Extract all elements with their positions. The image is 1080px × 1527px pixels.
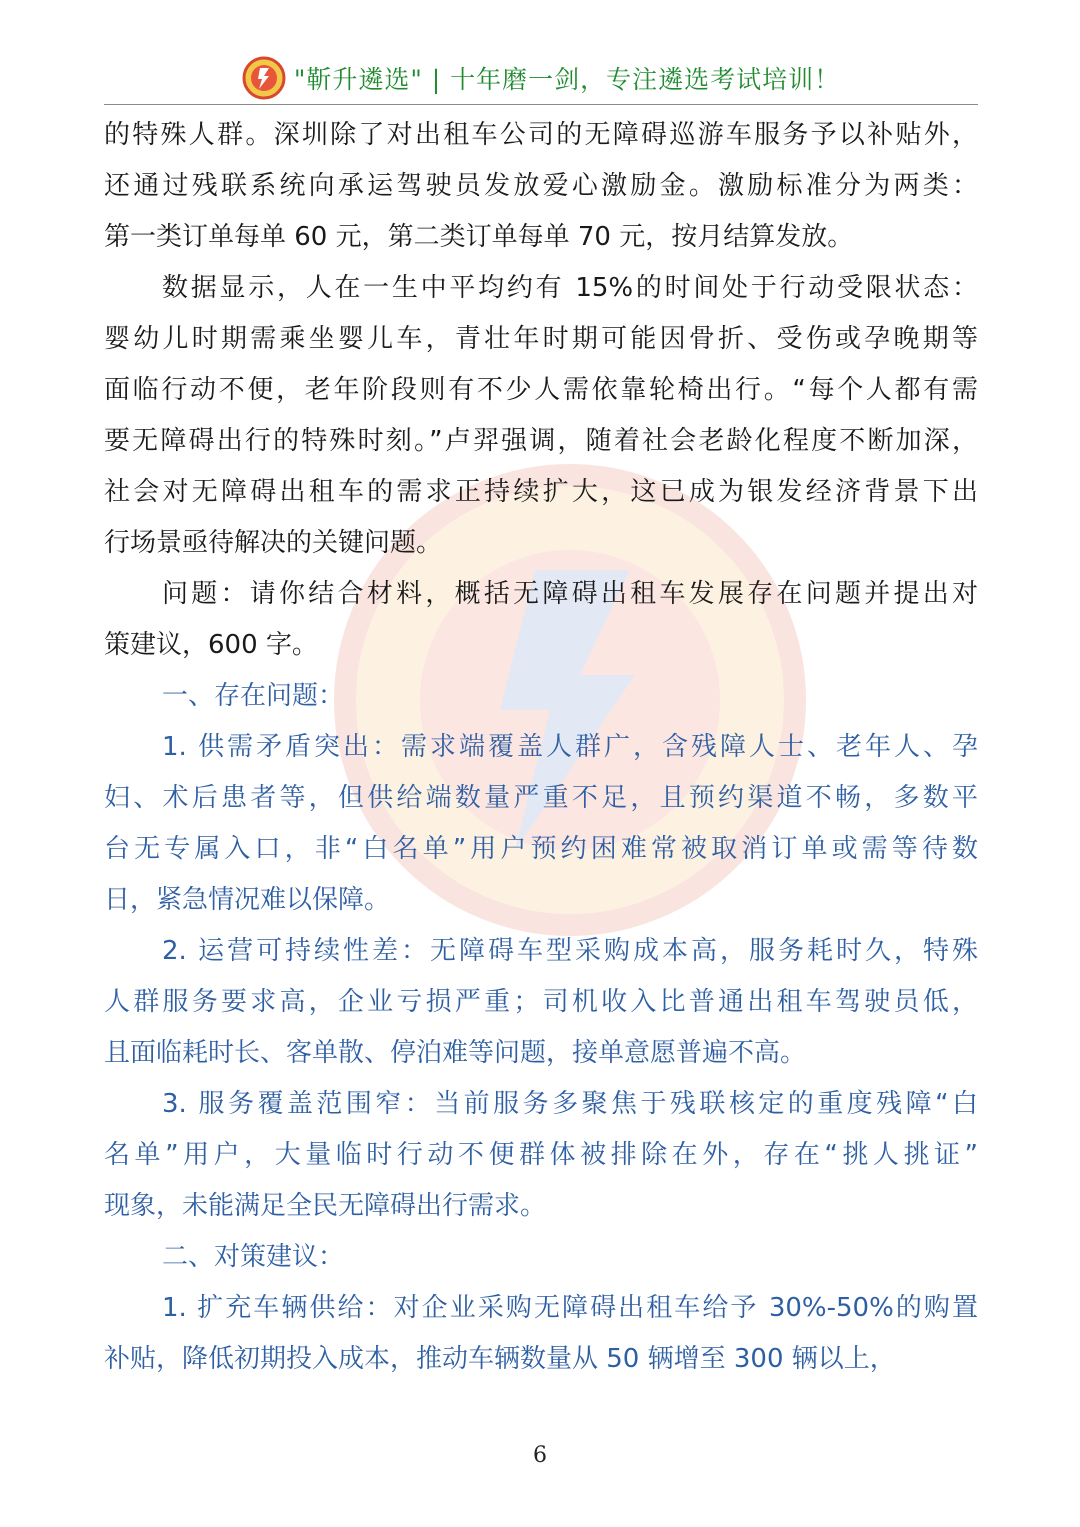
text-line: 的特殊人群。深圳除了对出租车公司的无障碍巡游车服务予以补贴外， [104, 120, 978, 150]
text-line: 第一类订单每单 60 元，第二类订单每单 70 元，按月结算发放。 [104, 222, 854, 252]
text-line: 补贴，降低初期投入成本，推动车辆数量从 50 辆增至 300 辆以上， [104, 1344, 896, 1374]
text-line: 问题：请你结合材料，概括无障碍出租车发展存在问题并提出对 [162, 579, 978, 609]
text-line: 妇、术后患者等，但供给端数量严重不足，且预约渠道不畅，多数平 [104, 783, 978, 813]
text-line: 还通过残联系统向承运驾驶员发放爱心激励金。激励标准分为两类： [104, 171, 978, 201]
text-line: 社会对无障碍出租车的需求正持续扩大，这已成为银发经济背景下出 [104, 477, 978, 507]
text-line: 数据显示，人在一生中平均约有 15%的时间处于行动受限状态： [162, 273, 978, 303]
page-number: 6 [533, 1443, 547, 1468]
text-line: 现象，未能满足全民无障碍出行需求。 [104, 1191, 547, 1221]
text-line: 2. 运营可持续性差：无障碍车型采购成本高，服务耗时久，特殊 [162, 936, 978, 966]
text-line: 二、对策建议： [162, 1242, 345, 1272]
text-line: 日，紧急情况难以保障。 [104, 885, 391, 915]
text-line: 人群服务要求高，企业亏损严重；司机收入比普通出租车驾驶员低， [104, 987, 978, 1017]
text-line: 面临行动不便，老年阶段则有不少人需依靠轮椅出行。“每个人都有需 [104, 375, 978, 405]
text-line: 1. 供需矛盾突出：需求端覆盖人群广，含残障人士、老年人、孕 [162, 732, 978, 762]
text-line: 策建议，600 字。 [104, 630, 318, 660]
text-line: 名单”用户，大量临时行动不便群体被排除在外，存在“挑人挑证” [104, 1140, 978, 1170]
text-line: 台无专属入口，非“白名单”用户预约困难常被取消订单或需等待数 [104, 834, 978, 864]
text-line: 行场景亟待解决的关键问题。 [104, 528, 443, 558]
document-body [104, 110, 978, 1385]
text-line: 3. 服务覆盖范围窄：当前服务多聚焦于残联核定的重度残障“白 [162, 1089, 978, 1119]
page-header [104, 52, 978, 105]
text-line: 一、存在问题： [162, 681, 345, 711]
text-line: 婴幼儿时期需乘坐婴儿车，青壮年时期可能因骨折、受伤或孕晚期等 [104, 324, 978, 354]
brand-logo-icon [242, 56, 286, 100]
text-line: 1. 扩充车辆供给：对企业采购无障碍出租车给予 30%-50%的购置 [162, 1293, 978, 1323]
text-line: 且面临耗时长、客单散、停泊难等问题，接单意愿普遍不高。 [104, 1038, 807, 1068]
text-line: 要无障碍出行的特殊时刻。”卢羿强调，随着社会老龄化程度不断加深， [104, 426, 978, 456]
header-slogan: "靳升遴选" | 十年磨一剑，专注遴选考试培训！ [293, 65, 841, 94]
